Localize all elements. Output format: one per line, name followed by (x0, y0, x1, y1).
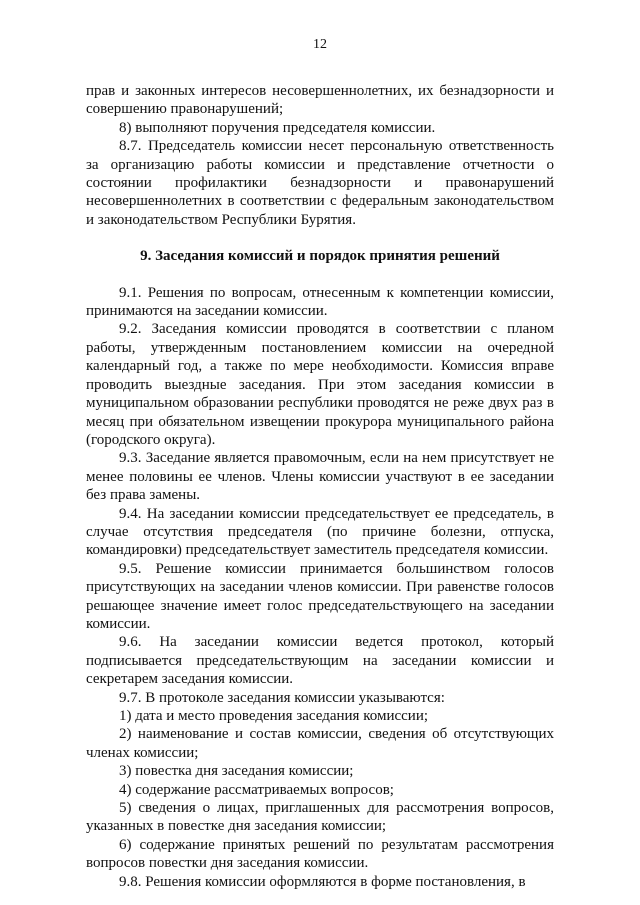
paragraphs-before (86, 82, 554, 229)
paragraph: 1) дата и место проведения заседания комиссии; (119, 708, 429, 724)
paragraph: 9.1. Решения по вопросам, отнесенным к компетенции комиссии, принимаются на заседании комиссии. (86, 284, 554, 320)
paragraph: 3) повестка дня заседания комиссии; (119, 763, 354, 780)
paragraph: 9.7. В протоколе заседания комиссии указываются: (119, 689, 445, 706)
section-heading: 9. Заседания комиссий и порядок принятия решений (140, 248, 500, 265)
document-body (86, 82, 554, 891)
paragraph: 8.7. Председатель комиссии несет персональную ответственность за организацию работы комиссии и представление отчетности о состоянии профилактики безнадзорности и правонарушений несовершеннолетних в соответствии с федеральным законодательством и законодательством Республики Бурятия. (86, 138, 554, 228)
paragraph: 4) содержание рассматриваемых вопросов; (119, 781, 394, 798)
paragraph: 9.3. Заседание является правомочным, если на нем присутствует не менее половины ее членов. Члены комиссии участвуют в ее заседании без права замены. (86, 450, 554, 504)
paragraph: 2) наименование и состав комиссии, сведения об отсутствующих членах комиссии; (86, 726, 554, 761)
paragraph: 9.6. На заседании комиссии ведется протокол, который подписывается председательствующим на заседании комиссии и секретарем заседания комиссии. (86, 634, 554, 688)
paragraph: 6) содержание принятых решений по результатам рассмотрения вопросов повестки дня заседания комиссии. (86, 836, 554, 872)
page-number: 12 (313, 37, 327, 52)
paragraph: 5) сведения о лицах, приглашенных для рассмотрения вопросов, указанных в повестке дня заседания комиссии; (86, 800, 554, 835)
paragraph: 9.4. На заседании комиссии председательствует ее председатель, в случае отсутствия председателя (по причине болезни, отпуска, командировки) председательствует заместитель председателя комиссии. (86, 505, 554, 559)
paragraph: 9.8. Решения комиссии оформляются в форме постановления, в (119, 873, 526, 890)
paragraphs-after (86, 284, 554, 891)
paragraph: 8) выполняют поручения председателя комиссии. (119, 119, 436, 136)
paragraph: 9.2. Заседания комиссии проводятся в соответствии с планом работы, утвержденным постановлением комиссии на очередной календарный год, а также по мере необходимости. Комиссия вправе проводить выездные заседания. При этом заседания комиссии в муниципальном образовании республики проводятся не реже двух раз в месяц при обязательном извещении прокурора муниципального района (городского округа). (86, 321, 554, 448)
paragraph: 9.5. Решение комиссии принимается большинством голосов присутствующих на заседании членов комиссии. При равенстве голосов решающее значение имеет голос председательствующего на заседании комиссии. (86, 560, 554, 632)
paragraph: прав и законных интересов несовершеннолетних, их безнадзорности и совершению правонарушений; (86, 83, 554, 118)
